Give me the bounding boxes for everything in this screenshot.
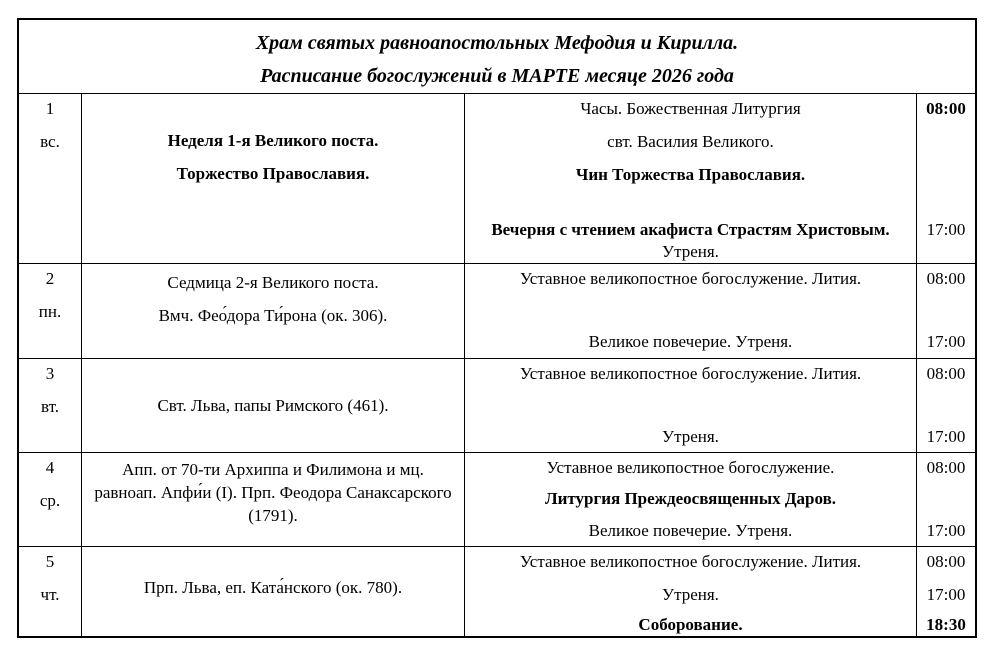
day-number: 5 — [45, 552, 55, 571]
time-value: 17:00 — [926, 521, 966, 540]
time-cell — [917, 547, 975, 636]
services-cell — [465, 359, 917, 452]
description-cell — [82, 264, 465, 358]
day-number: 4 — [45, 458, 55, 477]
service-line: Соборование. — [638, 615, 743, 634]
day-cell — [19, 264, 82, 358]
time-value: 17:00 — [926, 427, 966, 446]
service-line: Уставное великопостное богослужение. Лития. — [519, 552, 862, 571]
time-value: 17:00 — [926, 332, 966, 351]
description-line: Седмица 2-я Великого поста. — [167, 273, 379, 292]
weekday-label: вс. — [40, 132, 60, 151]
description-line: равноап. Апфи́и (I). Прп. Феодора Санаксарского — [94, 483, 452, 502]
description-line: Торжество Православия. — [176, 164, 370, 183]
day-number: 2 — [45, 269, 55, 288]
time-value — [920, 164, 972, 186]
time-value: 17:00 — [926, 585, 966, 604]
service-line: Уставное великопостное богослужение. — [546, 458, 835, 477]
table-row — [19, 453, 975, 547]
day-number: 3 — [45, 364, 55, 383]
time-value: 08:00 — [926, 99, 966, 118]
service-line: Чин Торжества Православия. — [575, 165, 806, 184]
table-row — [19, 547, 975, 636]
time-value: 18:30 — [926, 615, 966, 634]
service-line: Великое повечерие. Утреня. — [588, 332, 793, 351]
description-line: Неделя 1-я Великого поста. — [167, 131, 379, 150]
description-line: Апп. от 70-ти Архиппа и Филимона и мц. — [122, 460, 424, 479]
description-cell — [82, 453, 465, 546]
service-line: Утреня. — [662, 242, 719, 261]
description-line: Свт. Льва, папы Римского (461). — [157, 396, 389, 415]
service-line: Уставное великопостное богослужение. Лития. — [519, 269, 862, 288]
time-value: 08:00 — [926, 269, 966, 288]
time-value: 08:00 — [926, 364, 966, 383]
table-row — [19, 94, 975, 264]
time-value — [920, 241, 972, 263]
service-line: Великое повечерие. Утреня. — [588, 521, 793, 540]
day-number: 1 — [45, 99, 55, 118]
services-cell — [465, 453, 917, 546]
time-value: 17:00 — [926, 220, 966, 239]
time-value: 08:00 — [926, 458, 966, 477]
description-line: (1791). — [248, 506, 298, 525]
schedule-rows — [19, 94, 975, 636]
description-cell — [82, 94, 465, 263]
description-cell — [82, 547, 465, 636]
weekday-label: вт. — [40, 397, 59, 416]
service-line: Утреня. — [662, 585, 719, 604]
time-cell — [917, 94, 975, 263]
time-value — [920, 131, 972, 153]
service-line: Литургия Преждеосвященных Даров. — [544, 489, 837, 508]
services-cell — [465, 547, 917, 636]
time-cell — [917, 359, 975, 452]
description-line: Прп. Льва, еп. Ката́нского (ок. 780). — [143, 578, 403, 597]
day-cell — [19, 453, 82, 546]
service-line: Уставное великопостное богослужение. Лития. — [519, 364, 862, 383]
table-row — [19, 359, 975, 453]
weekday-label: ср. — [39, 491, 61, 510]
service-line: Утреня. — [662, 427, 719, 446]
table-row — [19, 264, 975, 359]
schedule-title: Расписание богослужений в МАРТЕ месяце 2026 года — [260, 65, 734, 87]
day-cell — [19, 94, 82, 263]
services-cell — [465, 94, 917, 263]
time-cell — [917, 453, 975, 546]
table-header — [19, 20, 975, 94]
time-cell — [917, 264, 975, 358]
service-line: свт. Василия Великого. — [607, 132, 774, 151]
time-value — [920, 488, 972, 510]
service-line: Вечерня с чтением акафиста Страстям Христовым. — [491, 220, 890, 239]
services-cell — [465, 264, 917, 358]
time-value: 08:00 — [926, 552, 966, 571]
church-title: Храм святых равноапостольных Мефодия и Кирилла. — [255, 32, 739, 54]
day-cell — [19, 359, 82, 452]
weekday-label: пн. — [38, 302, 62, 321]
day-cell — [19, 547, 82, 636]
weekday-label: чт. — [40, 585, 60, 604]
description-cell — [82, 359, 465, 452]
description-line: Вмч. Фео́дора Ти́рона (ок. 306). — [158, 306, 388, 325]
schedule-table — [17, 18, 977, 638]
service-line: Часы. Божественная Литургия — [580, 99, 801, 118]
